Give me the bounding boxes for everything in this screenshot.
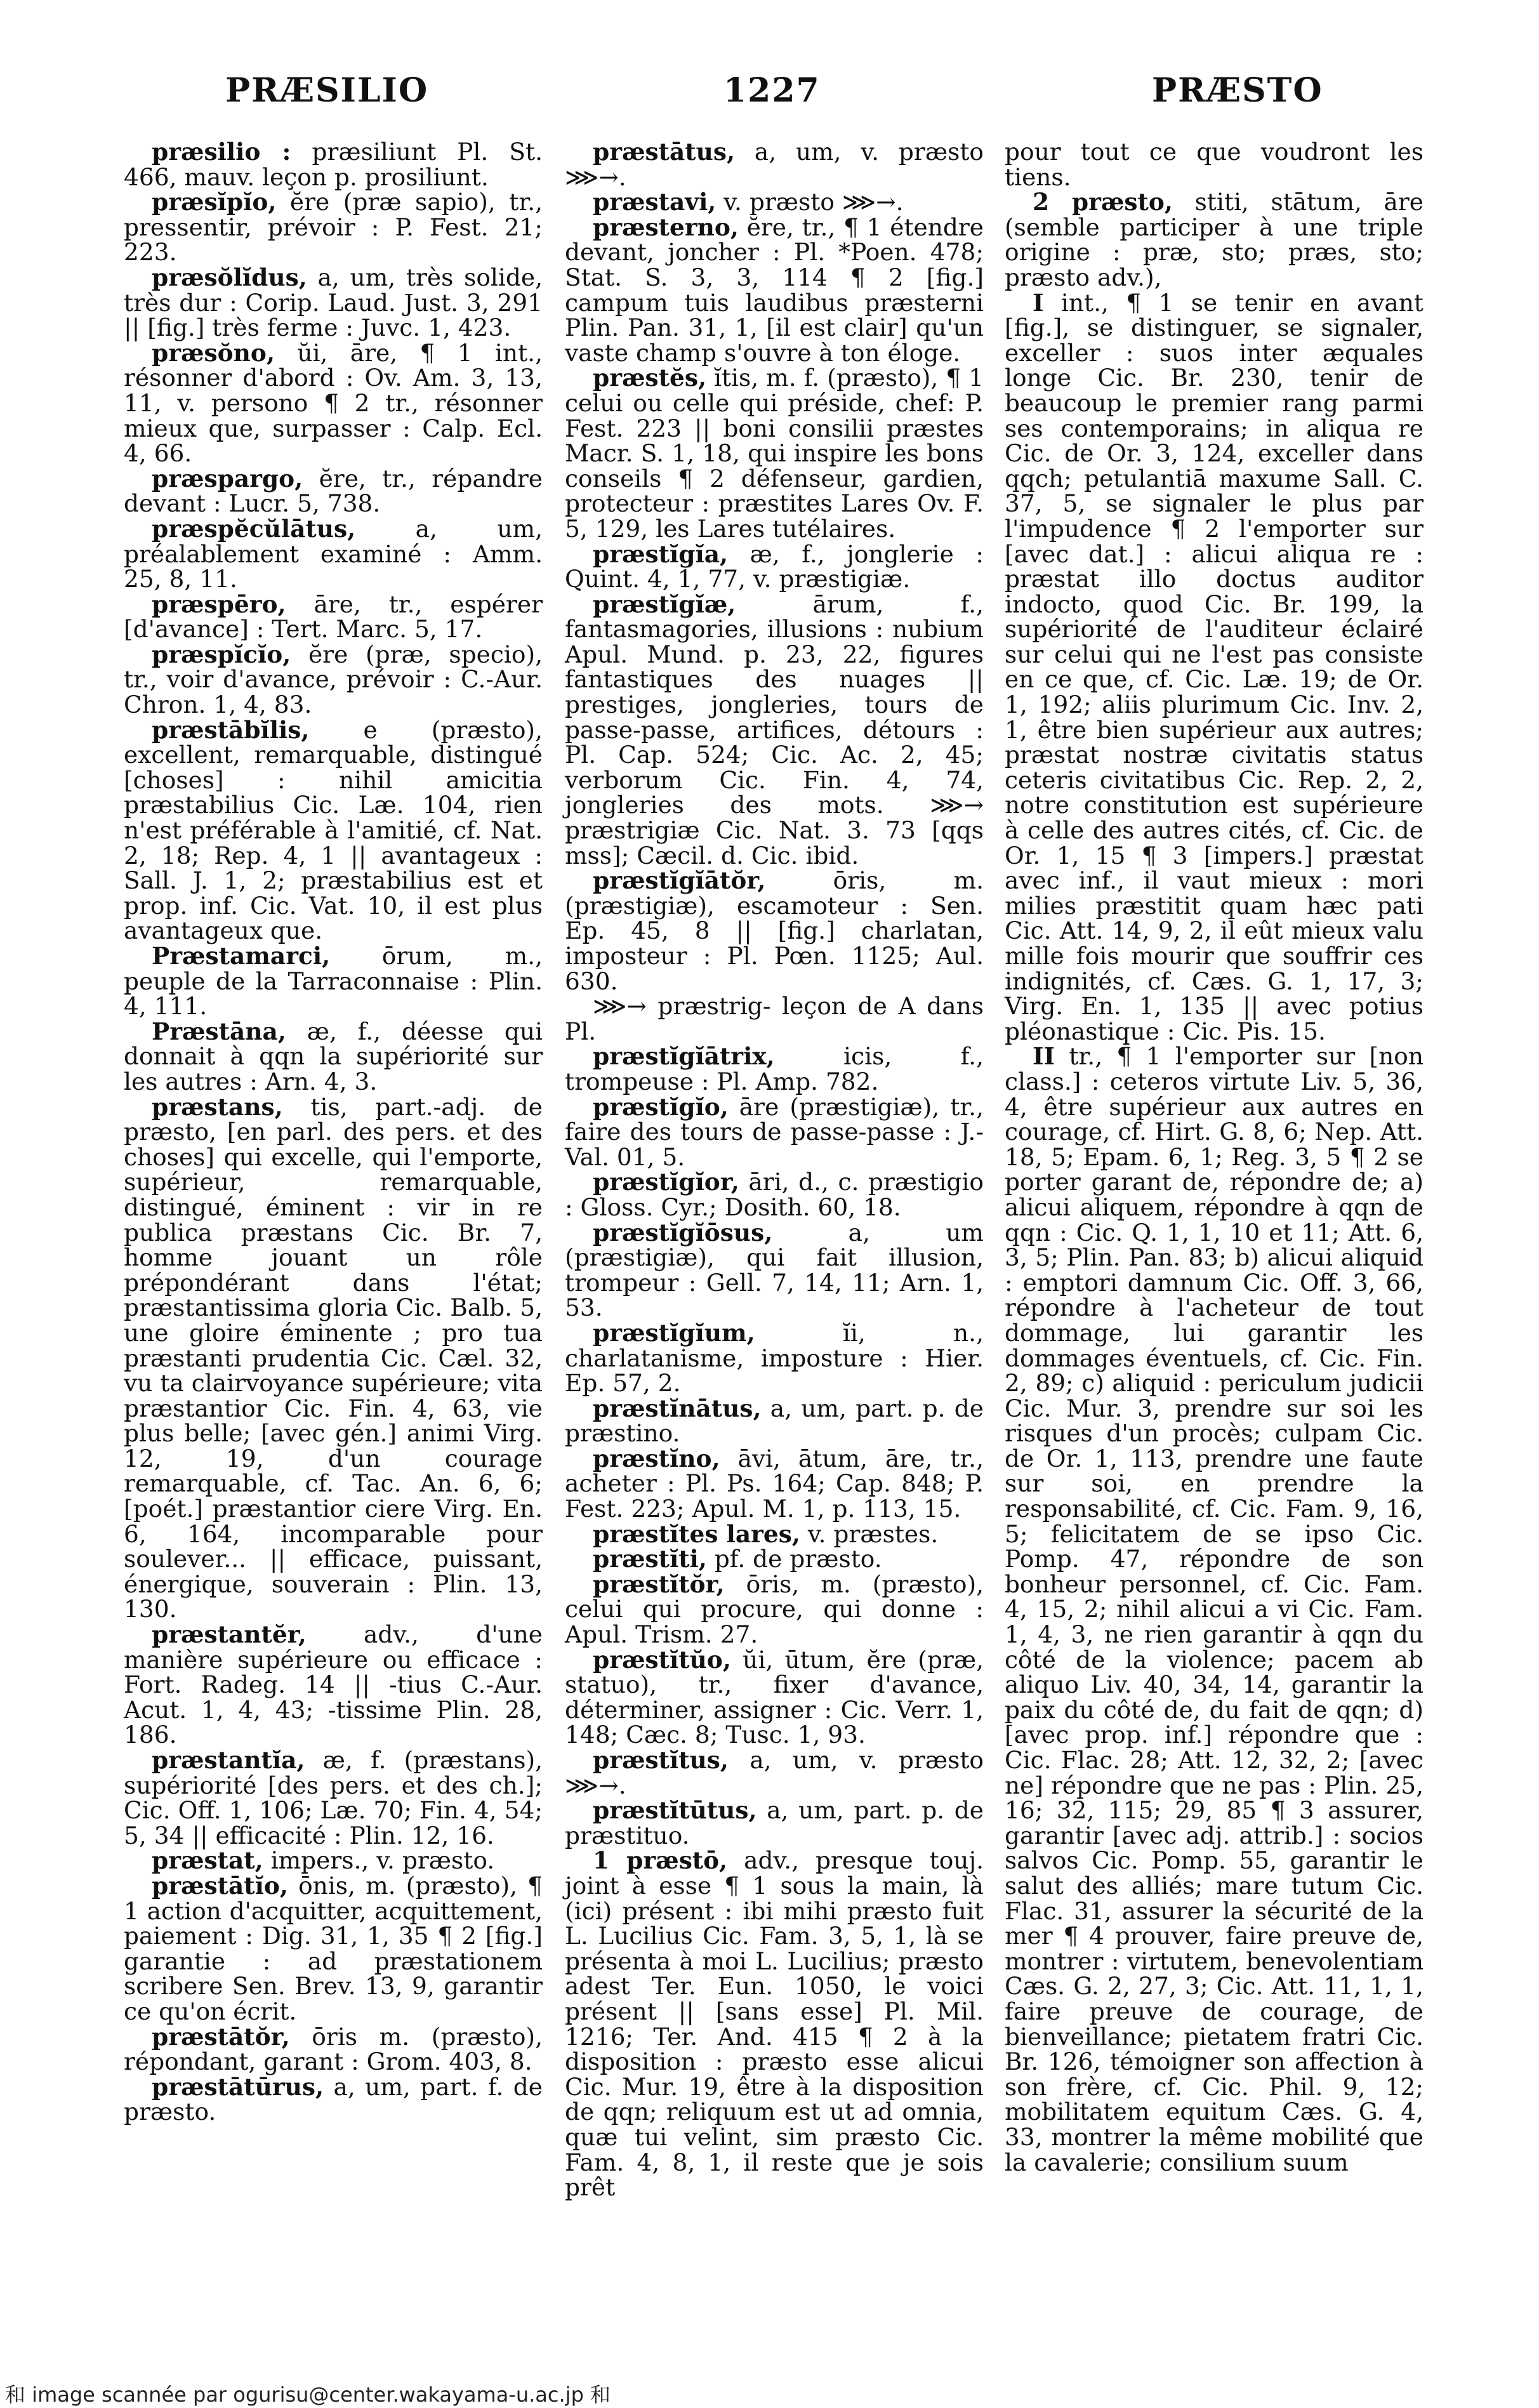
dictionary-entry xyxy=(565,868,984,994)
entry-headword: præstat, xyxy=(152,1846,263,1875)
dictionary-entry xyxy=(565,1519,984,1548)
dictionary-entry xyxy=(565,1170,984,1220)
entry-headword: præstans, xyxy=(152,1092,283,1121)
entry-definition: v. præsto ⋙→. xyxy=(716,188,904,216)
entry-definition: a, um (præstigiæ), qui fait illusion, trompeur : Gell. 7, 14, 11; Arn. 1, 53. xyxy=(565,1218,984,1322)
entry-headword: præstĭtūtus, xyxy=(593,1796,757,1825)
entry-definition: ĕre (præ, specio), tr., voir d'avance, prévoir : C.-Aur. Chron. 1, 4, 83. xyxy=(124,640,543,719)
dictionary-entry xyxy=(565,140,984,190)
entry-definition: stiti, stātum, āre (semble participer à une triple origine : præ, sto; præs, sto; præsto adv.), xyxy=(1005,188,1423,291)
dictionary-entry xyxy=(565,1044,984,1094)
dictionary-entry xyxy=(565,366,984,541)
column-1 xyxy=(124,140,543,2125)
running-header xyxy=(0,71,1539,122)
entry-definition: icis, f., trompeuse : Pl. Amp. 782. xyxy=(565,1042,984,1095)
entry-definition: ōrum, m., peuple de la Tarraconnaise : Plin. 4, 111. xyxy=(124,942,543,1021)
entry-headword: præstavi, xyxy=(593,188,717,216)
dictionary-entry xyxy=(565,1446,984,1522)
entry-definition: tis, part.-adj. de præsto, [en parl. des pers. et des choses] qui excelle, qui l'emporte, supérieur, remarquable, distingué, éminent : vir in re publica præstans Cic. Br. 7, homme jouant un rôle prépondérant dans l'état; præstantissima gloria Cic. Balb. 5, une gloire éminente ; pro tua præstanti prudentia Cic. Cæl. 32, vu ta clairvoyance supérieure; vita præstantior Cic. Fin. 4, 63, vie plus belle; [avec gén.] animi Virg. 12, 19, d'un courage remarquable, cf. Tac. An. 6, 6; [poét.] præstantior ciere Virg. En. 6, 164, incomparable pour soulever... || efficace, puissant, énergique, souverain : Plin. 13, 130. xyxy=(124,1092,543,1624)
entry-definition: ŭi, ūtum, ĕre (præ, statuo), tr., fixer d'avance, déterminer, assigner : Cic. Verr. 1, 148; Cæc. 8; Tusc. 1, 93. xyxy=(565,1645,984,1749)
entry-definition: ārum, f., fantasmagories, illusions : nubium Apul. Mund. p. 23, 22, figures fantastiques des nuages || prestiges, jongleries, tours de passe-passe, artifices, détours : Pl. Cap. 524; Cic. Ac. 2, 45; verborum Cic. Fin. 4, 74, jongleries des mots. ⋙→ præstrigiæ Cic. Nat. 3. 73 [qqs mss]; Cæcil. d. Cic. ibid. xyxy=(565,590,984,870)
header-right-word: PRÆSTO xyxy=(1152,71,1323,110)
entry-headword: præstĭno, xyxy=(593,1444,720,1472)
dictionary-entry xyxy=(124,1019,543,1095)
entry-definition: adv., d'une manière supérieure ou efficace : Fort. Radeg. 14 || -tius C.-Aur. Acut. 1, 4, 43; -tissime Plin. 28, 186. xyxy=(124,1620,543,1749)
dictionary-entry xyxy=(124,944,543,1019)
entry-headword: præstābĭlis, xyxy=(152,715,310,744)
dictionary-entry xyxy=(1005,288,1423,1045)
entry-definition: ōris, m. (præstigiæ), escamoteur : Sen. Ep. 45, 8 || [fig.] charlatan, imposteur : Pl. Pœn. 1125; Aul. 630. xyxy=(565,866,984,995)
entry-definition: a, um, v. præsto ⋙→. xyxy=(565,138,984,191)
dictionary-entry xyxy=(124,466,543,517)
dictionary-entry xyxy=(124,1748,543,1848)
dictionary-entry xyxy=(1005,140,1423,190)
dictionary-entry xyxy=(124,2022,543,2076)
entry-definition: a, um, préalablement examiné : Amm. 25, 8, 11. xyxy=(124,514,543,593)
entry-headword: præstĭtŏr, xyxy=(593,1570,725,1598)
dictionary-entry xyxy=(124,715,543,945)
entry-headword: præspargo, xyxy=(152,464,303,493)
scan-credit: 和 image scannée par ogurisu@center.wakayama-u.ac.jp 和 xyxy=(5,2383,611,2407)
entry-definition: æ, f. (præstans), supériorité [des pers. et des ch.]; Cic. Off. 1, 106; Læ. 70; Fin. 4, 54; 5, 34 || efficacité : Plin. 12, 16. xyxy=(124,1746,543,1849)
dictionary-entry xyxy=(565,1318,984,1398)
dictionary-entry xyxy=(124,592,543,642)
entry-definition: āri, d., c. præstigio : Gloss. Cyr.; Dosith. 60, 18. xyxy=(565,1168,984,1221)
entry-headword: præstantĕr, xyxy=(152,1620,307,1649)
dictionary-entry xyxy=(565,1748,984,1798)
entry-headword: præstātūrus, xyxy=(152,2072,324,2101)
dictionary-entry xyxy=(124,190,543,265)
entry-headword: præstĭgĭōsus, xyxy=(593,1218,773,1247)
dictionary-entry xyxy=(124,514,543,593)
dictionary-entry xyxy=(124,2072,543,2126)
entry-definition: pour tout ce que voudront les tiens. xyxy=(1005,138,1423,191)
entry-headword: præstĭgĭor, xyxy=(593,1168,739,1196)
entry-definition: a, um, part. f. de præsto. xyxy=(124,2072,543,2126)
dictionary-entry xyxy=(565,994,984,1044)
entry-definition: e (præsto), excellent, remarquable, distingué [choses] : nihil amicitia præstabilius Cic. Læ. 104, rien n'est préférable à l'amitié, cf. Nat. 2, 18; Rep. 4, 1 || avantageux : Sall. J. 1, 2; præstabilius est et prop. inf. Cic. Vat. 10, il est plus avantageux que. xyxy=(124,715,543,945)
column-3 xyxy=(1005,140,1423,2175)
entry-headword: præsterno, xyxy=(593,213,739,241)
entry-headword: præstātus, xyxy=(593,138,736,166)
entry-definition: a, um, part. p. de præstituo. xyxy=(565,1796,984,1849)
entry-definition: ĭi, n., charlatanisme, imposture : Hier. Ep. 57, 2. xyxy=(565,1318,984,1398)
dictionary-entry xyxy=(565,539,984,593)
entry-headword: 1 præstō, xyxy=(593,1846,728,1875)
dictionary-entry xyxy=(1005,1044,1423,2175)
entry-headword: præstĭgĭa, xyxy=(593,539,729,568)
entry-definition: a, um, v. præsto ⋙→. xyxy=(565,1746,984,1799)
entry-headword: præstĭti, xyxy=(593,1545,707,1573)
entry-headword: præsŏlĭdus, xyxy=(152,263,307,291)
dictionary-entry xyxy=(124,1848,543,1874)
entry-headword: Præstamarci, xyxy=(152,942,331,970)
column-2 xyxy=(565,140,984,2200)
entry-headword: præstĭgĭātrix, xyxy=(593,1042,775,1071)
entry-definition: a, um, très solide, très dur : Corip. Laud. Just. 3, 291 || [fig.] très ferme : Juvc. 1, 423. xyxy=(124,263,543,342)
entry-headword: præstĭtus, xyxy=(593,1746,729,1774)
entry-headword: præstĭgĭæ, xyxy=(593,590,736,618)
dictionary-entry xyxy=(565,1547,984,1572)
entry-headword: præstĭgĭo, xyxy=(593,1092,729,1121)
entry-definition: impers., v. præsto. xyxy=(263,1846,495,1875)
dictionary-entry xyxy=(124,1622,543,1748)
dictionary-entry xyxy=(565,190,984,215)
entry-headword: præstātĭo, xyxy=(152,1871,288,1900)
page-number: 1227 xyxy=(723,71,821,110)
dictionary-entry xyxy=(565,1218,984,1322)
entry-definition: ŭi, āre, ¶ 1 int., résonner d'abord : Ov. Am. 3, 13, 11, v. persono ¶ 2 tr., résonner mieux que, surpasser : Calp. Ecl. 4, 66. xyxy=(124,338,543,468)
dictionary-entry xyxy=(565,1645,984,1749)
entry-headword: I xyxy=(1033,288,1044,317)
entry-headword: præspĭcĭo, xyxy=(152,640,291,668)
dictionary-entry xyxy=(124,642,543,718)
dictionary-entry xyxy=(1005,190,1423,290)
dictionary-entry xyxy=(124,140,543,190)
header-left-word: PRÆSILIO xyxy=(225,71,429,110)
entry-headword: præstĭtŭo, xyxy=(593,1645,731,1674)
dictionary-entry xyxy=(565,215,984,366)
dictionary-entry xyxy=(124,338,543,468)
entry-definition: āvi, ātum, āre, tr., acheter : Pl. Ps. 164; Cap. 848; P. Fest. 223; Apul. M. 1, p. 113, 15. xyxy=(565,1444,984,1523)
entry-headword: præstĭtes lares, xyxy=(593,1519,800,1548)
dictionary-entry xyxy=(565,1848,984,2200)
entry-definition: pf. de præsto. xyxy=(706,1545,882,1573)
entry-headword: præspĕcŭlātus, xyxy=(152,514,356,543)
entry-definition: āre, tr., espérer [d'avance] : Tert. Marc. 5, 17. xyxy=(124,590,543,644)
dictionary-entry xyxy=(565,592,984,869)
dictionary-entry xyxy=(565,1396,984,1446)
entry-headword: præstĕs, xyxy=(593,364,707,392)
entry-definition: ĕre, tr., ¶ 1 étendre devant, joncher : Pl. *Poen. 478; Stat. S. 3, 3, 114 ¶ 2 [fig.] campum tuis laudibus præsterni Plin. Pan. 31, 1, [il est clair] qu'un vaste champ s'ouvre à ton éloge. xyxy=(565,213,984,367)
entry-definition: æ, f., jonglerie : Quint. 4, 1, 77, v. præstigiæ. xyxy=(565,539,984,593)
dictionary-entry xyxy=(124,1871,543,2025)
entry-definition: adv., presque touj. joint à esse ¶ 1 sous la main, là (ici) présent : ibi mihi præsto fuit L. Lucilius Cic. Fam. 3, 5, 1, là se présenta à moi L. Lucilius; præsto adest Ter. Eun. 1050, le voici présent || [sans esse] Pl. Mil. 1216; Ter. And. 415 ¶ 2 à la disposition : præsto esse alicui Cic. Mur. 19, être à la disposition de qqn; reliquum est ut ad omnia, quæ tui velint, sim præsto Cic. Fam. 4, 8, 1, il reste que je sois prêt xyxy=(565,1846,984,2202)
dictionary-entry xyxy=(565,1798,984,1848)
entry-headword: præstĭgĭum, xyxy=(593,1318,755,1347)
entry-definition: v. præstes. xyxy=(800,1519,939,1548)
entry-definition: a, um, part. p. de præstino. xyxy=(565,1394,984,1448)
entry-headword: II xyxy=(1033,1042,1055,1071)
entry-definition: ōris m. (præsto), répondant, garant : Grom. 403, 8. xyxy=(124,2022,543,2076)
dictionary-entry xyxy=(565,1092,984,1171)
entry-headword: 2 præsto, xyxy=(1033,188,1173,216)
entry-definition: præsiliunt Pl. St. 466, mauv. leçon p. prosiliunt. xyxy=(124,138,543,191)
entry-definition: tr., ¶ 1 l'emporter sur [non class.] : ceteros virtute Liv. 5, 36, 4, être supérieur aux autres en courage, cf. Hirt. G. 8, 6; Nep. Att. 18, 5; Epam. 6, 1; Reg. 3, 5 ¶ 2 se porter garant de, répondre de; a) alicui aliquem, répondre à qqn de qqn : Cic. Q. 1, 1, 10 et 11; Att. 6, 3, 5; Plin. Pan. 83; b) alicui aliquid : emptori damnum Cic. Off. 3, 66, répondre à l'acheteur de tout dommage, lui garantir les dommages éventuels, cf. Cic. Fin. 2, 89; c) aliquid : periculum judicii Cic. Mur. 3, prendre sur soi les risques d'un procès; culpam Cic. de Or. 1, 113, prendre une faute sur soi, en prendre la responsabilité, cf. Cic. Fam. 9, 16, 5; felicitatem de se ipso Cic. Pomp. 47, répondre de son bonheur personnel, cf. Cic. Fam. 4, 15, 2; nihil alicui a vi Cic. Fam. 1, 4, 3, ne rien garantir à qqn du côté de la violence; pacem ab aliquo Liv. 40, 34, 14, garantir la paix du côté de, du fait de qqn; d) [avec prop. inf.] répondre que : Cic. Flac. 28; Att. 12, 32, 2; [avec ne] répondre que ne pas : Plin. 25, 16; 32, 115; 29, 85 ¶ 3 assurer, garantir [avec adj. attrib.] : socios salvos Cic. Pomp. 55, garantir le salut des alliés; mare tutum Cic. Flac. 31, assurer la sécurité de la mer ¶ 4 prouver, faire preuve de, montrer : virtutem, benevolentiam Cæs. G. 2, 27, 3; Cic. Att. 11, 1, 1, faire preuve de courage, de bienveillance; pietatem fratri Cic. Br. 126, témoigner son affection à son frère, cf. Cic. Phil. 9, 12; mobilitatem equitum Cæs. G. 4, 33, montrer la même mobilité que la cavalerie; consilium suum xyxy=(1005,1042,1423,2176)
entry-headword: præsŏno, xyxy=(152,338,275,367)
entry-headword: præsilio : xyxy=(152,138,291,166)
entry-definition: æ, f., déesse qui donnait à qqn la supériorité sur les autres : Arn. 4, 3. xyxy=(124,1017,543,1095)
entry-headword: præstantĭa, xyxy=(152,1746,305,1774)
dictionary-entry xyxy=(124,1092,543,1624)
entry-headword: præstĭgĭātŏr, xyxy=(593,866,766,895)
entry-definition: ĕre (præ sapio), tr., pressentir, prévoir : P. Fest. 21; 223. xyxy=(124,188,543,267)
entry-definition: ōris, m. (præsto), celui qui procure, qui donne : Apul. Trism. 27. xyxy=(565,1570,984,1649)
entry-headword: Præstāna, xyxy=(152,1017,286,1045)
entry-headword: præsĭpĭo, xyxy=(152,188,277,216)
entry-definition: ĕre, tr., répandre devant : Lucr. 5, 738. xyxy=(124,464,543,518)
entry-definition: ĭtis, m. f. (præsto), ¶ 1 celui ou celle qui préside, chef: P. Fest. 223 || boni consilii præstes Macr. S. 1, 18, qui inspire les bons conseils ¶ 2 défenseur, gardien, protecteur : præstites Lares Ov. F. 5, 129, les Lares tutélaires. xyxy=(565,364,984,543)
entry-headword: præstĭnātus, xyxy=(593,1394,762,1422)
entry-headword: præstātŏr, xyxy=(152,2022,290,2051)
entry-definition: āre (præstigiæ), tr., faire des tours de passe-passe : J.-Val. 01, 5. xyxy=(565,1092,984,1171)
entry-definition: ⋙→ præstrig- leçon de A dans Pl. xyxy=(565,992,984,1045)
entry-definition: ōnis, m. (præsto), ¶ 1 action d'acquitter, acquittement, paiement : Dig. 31, 1, 35 ¶ 2 [fig.] garantie : ad præstationem scribere Sen. Brev. 13, 9, garantir ce qu'on écrit. xyxy=(124,1871,543,2025)
entry-headword: præspēro, xyxy=(152,590,286,618)
entry-definition: int., ¶ 1 se tenir en avant [fig.], se distinguer, se signaler, exceller : suos inter æquales longe Cic. Br. 230, tenir de beaucoup le premier rang parmi ses contemporains; in aliqua re Cic. de Or. 3, 124, exceller dans qqch; petulantiā maxume Sall. C. 37, 5, se signaler le plus par l'impudence ¶ 2 l'emporter sur [avec dat.] : alicui aliqua re : præstat illo doctus auditor indocto, quod Cic. Br. 199, la supériorité de l'auditeur éclairé sur celui qui ne l'est pas consiste en ce que, cf. Cic. Læ. 19; de Or. 1, 192; aliis plurimum Cic. Inv. 2, 1, être bien supérieur aux autres; præstat nostræ civitatis status ceteris civitatibus Cic. Rep. 2, 2, notre constitution est supérieure à celle des autres cités, cf. Cic. de Or. 1, 15 ¶ 3 [impers.] præstat avec inf., il vaut mieux : mori milies præstitit quam hæc pati Cic. Att. 14, 9, 2, il eût mieux valu mille fois mourir que souffrir ces indignités, cf. Cæs. G. 1, 17, 3; Virg. En. 1, 135 || avec potius pléonastique : Cic. Pis. 15. xyxy=(1005,288,1423,1045)
dictionary-entry xyxy=(124,265,543,341)
dictionary-entry xyxy=(565,1572,984,1648)
